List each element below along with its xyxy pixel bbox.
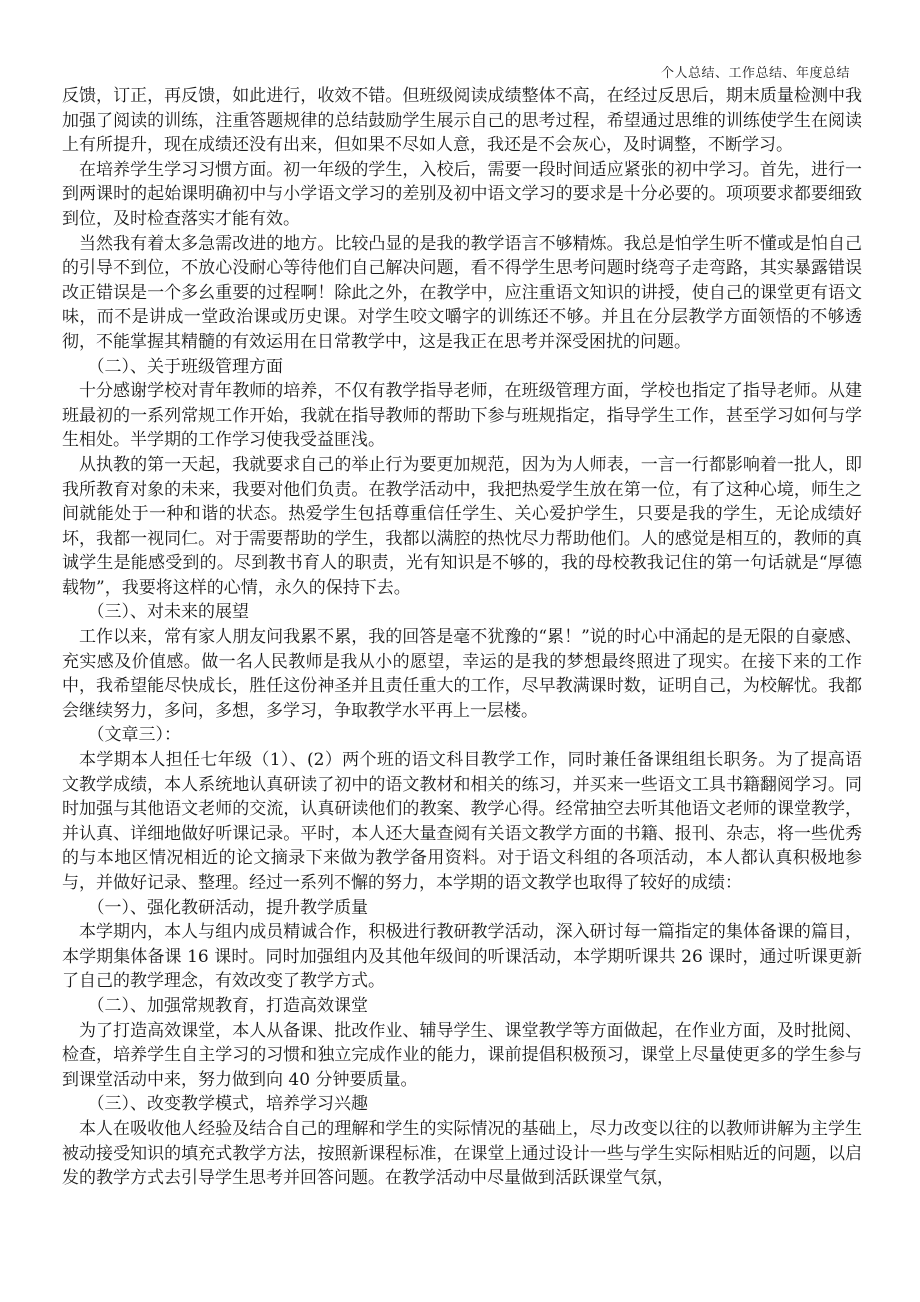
- body-paragraph: 十分感谢学校对青年教师的培养，不仅有教学指导老师，在班级管理方面，学校也指定了指导老师。从建班最初的一系列常规工作开始，我就在指导教师的帮助下参与班规指定，指导学生工作，甚至学习如何与学生相处。半学期的工作学习使我受益匪浅。: [62, 381, 862, 451]
- section-heading: （一）、强化教研活动，提升教学质量: [87, 897, 368, 918]
- body-paragraph: 本学期本人担任七年级（1）、(2）两个班的语文科目教学工作，同时兼任备课组组长职务。为了提高语文教学成绩，本人系统地认真研读了初中的语文教材和相关的练习，并买来一些语文工具书籍翻阅学习。同时加强与其他语文老师的交流，认真研读他们的教案、教学心得。经常抽空去听其他语文老师的课堂教学，并认真、详细地做好听课记录。平时，本人还大量查阅有关语文教学方面的书籍、报刊、杂志，将一些优秀的与本地区情况相近的论文摘录下来做为教学备用资料。对于语文科组的各项活动，本人都认真积极地参与，并做好记录、整理。经过一系列不懈的努力，本学期的语文教学也取得了较好的成绩：: [62, 750, 862, 893]
- section-heading: （二）、加强常规教育，打造高效课堂: [87, 995, 368, 1016]
- section-heading: （三）、改变教学模式，培养学习兴趣: [87, 1094, 368, 1115]
- document-body: [62, 84, 862, 1191]
- section-heading: （二）、关于班级管理方面: [87, 356, 283, 377]
- body-paragraph: 为了打造高效课堂，本人从备课、批改作业、辅导学生、课堂教学等方面做起，在作业方面，及时批阅、检查，培养学生自主学习的习惯和独立完成作业的能力，课前提倡积极预习，课堂上尽量使更多的学生参与到课堂活动中来，努力做到向 40 分钟要质量。: [62, 1020, 862, 1090]
- section-heading: （三）、对未来的展望: [87, 602, 249, 623]
- body-paragraph: 在培养学生学习习惯方面。初一年级的学生，入校后，需要一段时间适应紧张的初中学习。首先，进行一到两课时的起始课明确初中与小学语文学习的差别及初中语文学习的要求是十分必要的。项项要求都要细致到位，及时检查落实才能有效。: [62, 159, 862, 229]
- body-paragraph: 本人在吸收他人经验及结合自己的理解和学生的实际情况的基础上，尽力改变以往的以教师讲解为主学生被动接受知识的填充式教学方法，按照新课程标准，在课堂上通过设计一些与学生实际相贴近的问题，以启发的教学方式去引导学生思考并回答问题。在教学活动中尽量做到活跃课堂气氛，: [62, 1118, 862, 1189]
- body-paragraph: 当然我有着太多急需改进的地方。比较凸显的是我的教学语言不够精炼。我总是怕学生听不懂或是怕自己的引导不到位，不放心没耐心等待他们自己解决问题，看不得学生思考问题时绕弯子走弯路，其实暴露错误改正错误是一个多幺重要的过程啊！除此之外，在教学中，应注重语文知识的讲授，使自己的课堂更有语文味，而不是讲成一堂政治课或历史课。对学生咬文嚼字的训练还不够。并且在分层教学方面领悟的不够透彻，不能掌握其精髓的有效运用在日常教学中，这是我正在思考并深受困扰的问题。: [62, 233, 862, 352]
- article-heading: （文章三）：: [87, 725, 181, 746]
- body-paragraph: 工作以来，常有家人朋友问我累不累，我的回答是毫不犹豫的“累！”说的时心中涌起的是无限的自豪感、充实感及价值感。做一名人民教师是我从小的愿望，幸运的是我的梦想最终照进了现实。在接下来的工作中，我希望能尽快成长，胜任这份神圣并且责任重大的工作，尽早教满课时数，证明自己，为校解忧。我都会继续努力，多问，多想，多学习，争取教学水平再上一层楼。: [62, 627, 862, 721]
- body-paragraph: 从执教的第一天起，我就要求自己的举止行为要更加规范，因为为人师表，一言一行都影响着一批人，即我所教育对象的未来，我要对他们负责。在教学活动中，我把热爱学生放在第一位，有了这种心境，师生之间就能处于一种和谐的状态。热爱学生包括尊重信任学生、关心爱护学生，只要是我的学生，无论成绩好坏，我都一视同仁。对于需要帮助的学生，我都以满腔的热忱尽力帮助他们。人的感觉是相互的，教师的真诚学生是能感受到的。尽到教书育人的职责，光有知识是不够的，我的母校教我记住的第一句话就是“厚德载物”，我要将这样的心情，永久的保持下去。: [62, 454, 862, 598]
- body-paragraph: 反馈，订正，再反馈，如此进行，收效不错。但班级阅读成绩整体不高，在经过反思后，期末质量检测中我加强了阅读的训练，注重答题规律的总结鼓励学生展示自己的思考过程，希望通过思维的训练使学生在阅读上有所提升，现在成绩还没有出来，但如果不尽如人意，我还是不会灰心，及时调整，不断学习。: [62, 86, 862, 156]
- body-paragraph: 本学期内，本人与组内成员精诚合作，积极进行教研教学活动，深入研讨每一篇指定的集体备课的篇目，本学期集体备课 16 课时。同时加强组内及其他年级间的听课活动，本学期听课共 26 课时，通过听课更新了自己的教学理念，有效改变了教学方式。: [62, 922, 862, 992]
- page-header: 个人总结、工作总结、年度总结: [660, 66, 850, 81]
